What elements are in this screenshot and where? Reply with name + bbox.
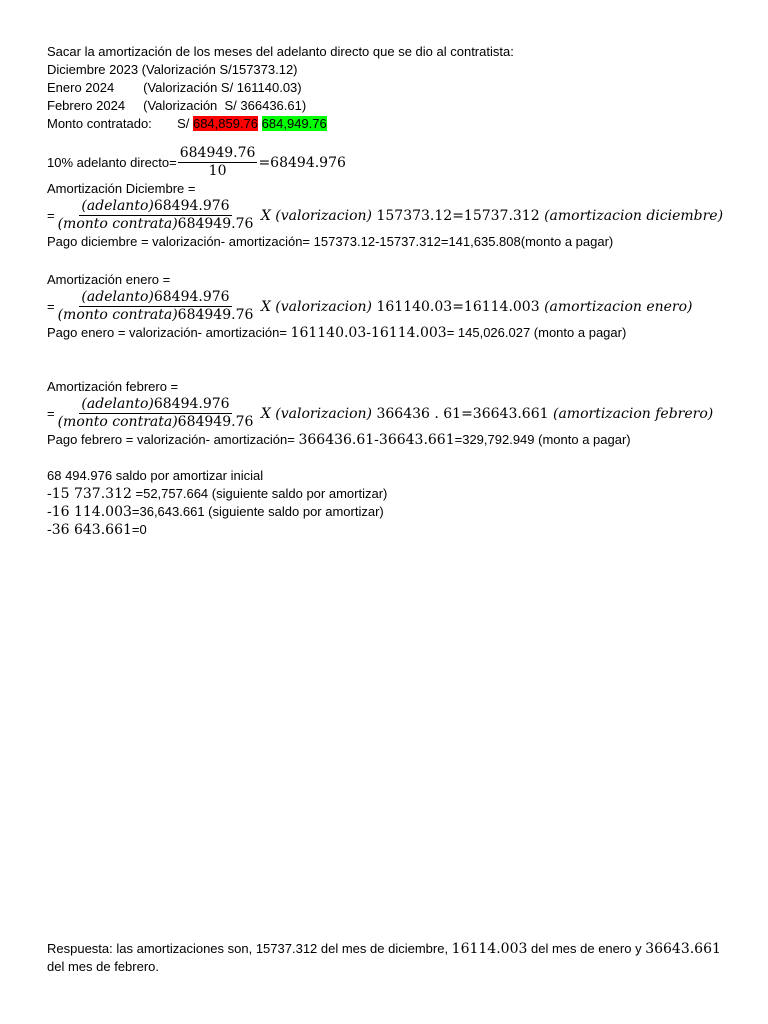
pago-diciembre: Pago diciembre = valorización- amortización= 157373.12-15737.312=141,635.808(monto a pagar) — [47, 234, 614, 249]
saldo-inicial: 68 494.976 saldo por amortizar inicial — [47, 468, 264, 483]
amortizacion-fraction — [56, 289, 256, 324]
fraction-denominator: (monto contrata)684949.76 — [57, 414, 254, 430]
fraction-denominator: (monto contrata)684949.76 — [57, 307, 254, 323]
febrero-title: Amortización febrero = — [47, 379, 179, 394]
valorizacion-term: X (valorizacion) 366436 . 61=36643.661 (amortizacion febrero) — [260, 405, 714, 422]
febrero-equation — [47, 396, 727, 431]
monto-contratado — [47, 115, 727, 133]
pago-enero: Pago enero = valorización- amortización= 161140.03-16114.003= 145,026.027 (monto a pagar) — [47, 325, 627, 341]
enero-equation — [47, 289, 727, 324]
monto-red-highlight: 684,859.76 — [192, 116, 259, 131]
adelanto-fraction — [178, 145, 258, 180]
pago-febrero: Pago febrero = valorización- amortización= 366436.61-36643.661=329,792.949 (monto a pagar) — [47, 432, 631, 448]
valorizacion-term: X (valorizacion) 161140.03=16114.003 (amortizacion enero) — [260, 298, 693, 315]
valorizacion-enero: Enero 2024 (Valorización S/ 161140.03) — [47, 80, 302, 95]
document-body — [47, 43, 727, 539]
adelanto-label: 10% adelanto directo= — [47, 155, 177, 170]
intro-title: Sacar la amortización de los meses del adelanto directo que se dio al contratista: — [47, 44, 514, 59]
eq-prefix: = — [47, 299, 55, 314]
valorizacion-term: X (valorizacion) 157373.12=15737.312 (amortizacion diciembre) — [260, 207, 724, 224]
adelanto-denominator: 10 — [208, 163, 227, 179]
valorizacion-diciembre: Diciembre 2023 (Valorización S/157373.12) — [47, 62, 298, 77]
respuesta-paragraph: Respuesta: las amortizaciones son, 15737.312 del mes de diciembre, 16114.003 del mes de enero y 36643.661 del mes de febrero. — [47, 941, 721, 974]
adelanto-result: =68494.976 — [258, 154, 346, 171]
eq-prefix: = — [47, 208, 55, 223]
fraction-denominator: (monto contrata)684949.76 — [57, 216, 254, 232]
amortizacion-fraction — [56, 198, 256, 233]
adelanto-equation — [47, 145, 727, 180]
enero-title: Amortización enero = — [47, 272, 171, 287]
eq-prefix: = — [47, 406, 55, 421]
fraction-numerator: (adelanto)68494.976 — [81, 289, 230, 305]
saldo-linea-1: -15 737.312 =52,757.664 (siguiente saldo por amortizar) — [47, 486, 388, 502]
fraction-numerator: (adelanto)68494.976 — [81, 198, 230, 214]
amortizacion-fraction — [56, 396, 256, 431]
valorizacion-febrero: Febrero 2024 (Valorización S/ 366436.61) — [47, 98, 307, 113]
diciembre-title: Amortización Diciembre = — [47, 181, 196, 196]
monto-label: Monto contratado: S/ — [47, 116, 193, 131]
diciembre-equation — [47, 198, 727, 233]
monto-green-highlight: 684,949.76 — [261, 116, 327, 131]
adelanto-numerator: 684949.76 — [179, 145, 256, 161]
saldo-linea-3: -36 643.661=0 — [47, 522, 147, 538]
fraction-numerator: (adelanto)68494.976 — [81, 396, 230, 412]
saldo-linea-2: -16 114.003=36,643.661 (siguiente saldo por amortizar) — [47, 504, 384, 520]
